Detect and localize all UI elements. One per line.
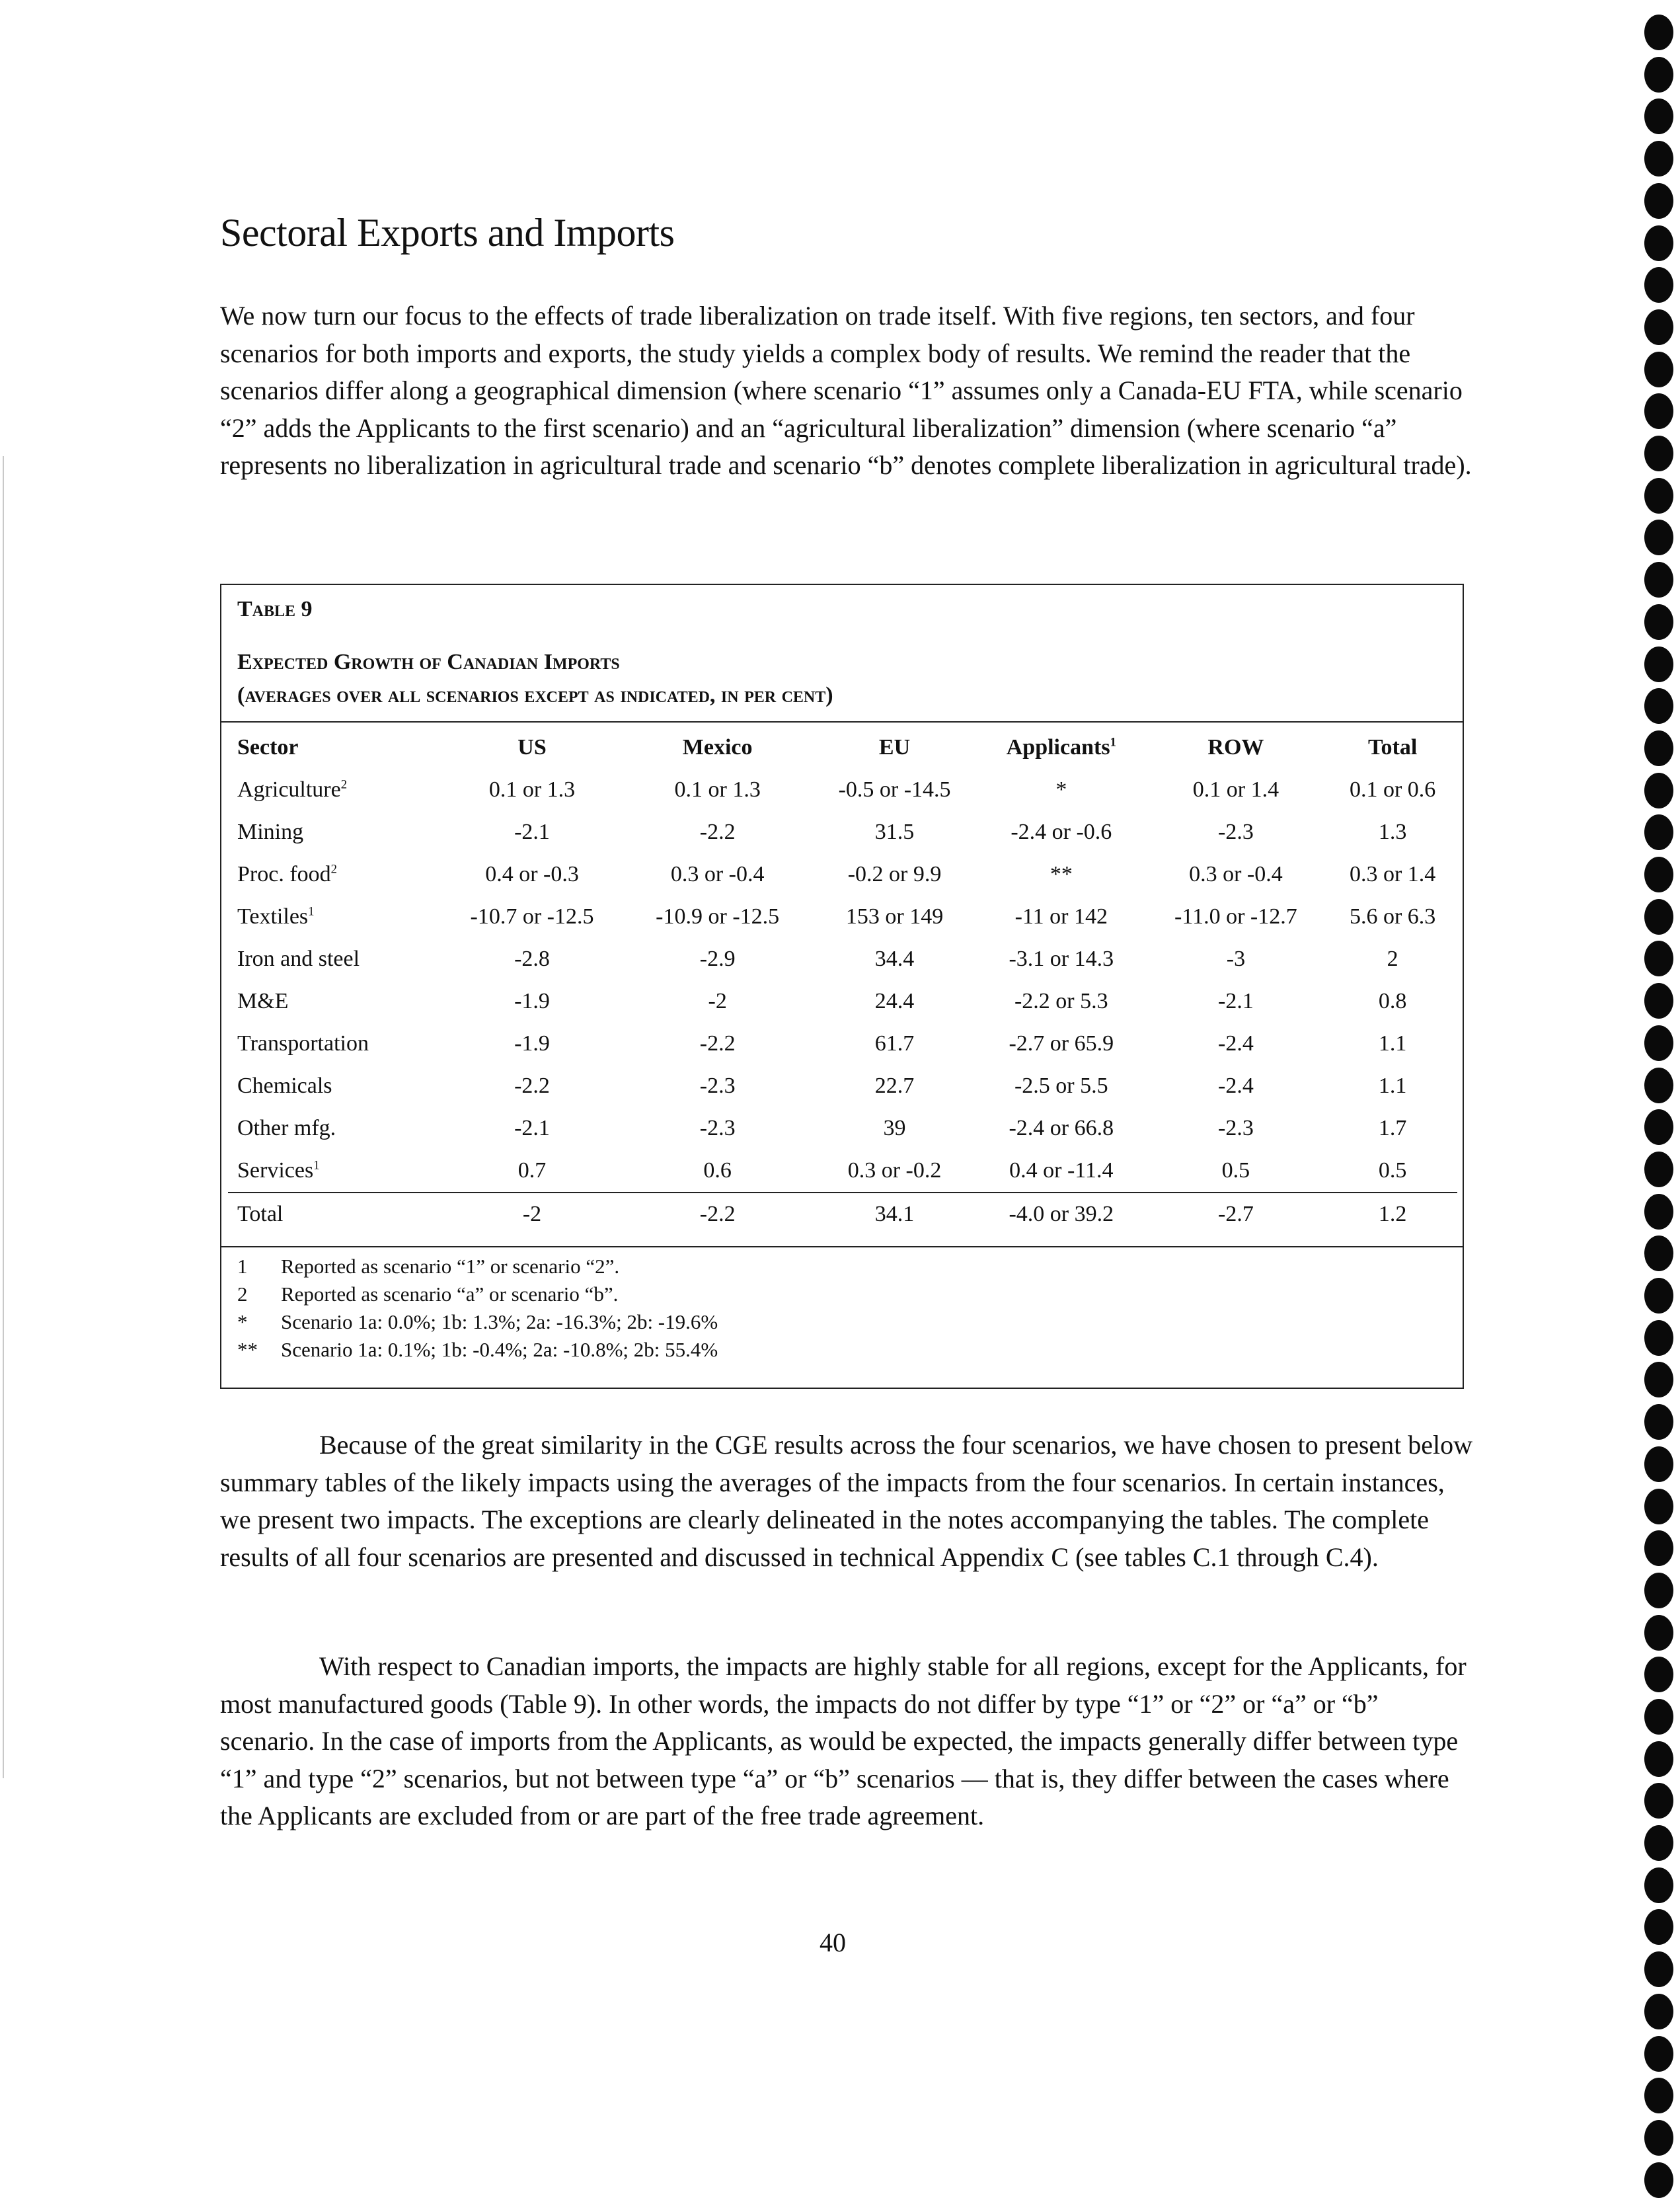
binding-hole [1644, 436, 1673, 471]
value-cell: 0.5 [1378, 1158, 1407, 1183]
value-cell: 1.3 [1378, 820, 1407, 844]
note-text: Scenario 1a: 0.0%; 1b: 1.3%; 2a: -16.3%; 2b: -19.6% [281, 1310, 718, 1333]
intro-paragraph: We now turn our focus to the effects of trade liberalization on trade itself. With five regions, ten sectors, and four scenarios for both imports and exports, the study yields a complex body of results. We remind the reader that the scenarios differ along a geographical dimension (where scenario “1” assumes only a Canada-EU FTA, while scenario “2” adds the Applicants to the first scenario) and an “agricultural liberalization” dimension (where scenario “a” represents no liberalization in agricultural trade and scenario “b” denotes complete liberalization in agricultural trade). [220, 301, 1472, 480]
total-value-cell: -4.0 or 39.2 [979, 1193, 1143, 1236]
binding-hole [1644, 2120, 1673, 2156]
binding-hole [1644, 393, 1673, 429]
table-title: Expected Growth of Canadian Imports [237, 650, 620, 674]
value-cell: -11.0 or -12.7 [1174, 904, 1297, 929]
note-text: Reported as scenario “a” or scenario “b”. [281, 1282, 619, 1306]
binding-hole [1644, 1109, 1673, 1145]
binding-hole [1644, 478, 1673, 514]
binding-hole [1644, 647, 1673, 682]
value-cell: 61.7 [874, 1031, 915, 1056]
value-cell: -0.2 or 9.9 [847, 862, 942, 886]
table-label: Table 9 [237, 597, 313, 621]
value-cell: -2.7 or 65.9 [1009, 1031, 1114, 1056]
value-cell: -0.5 or -14.5 [838, 777, 951, 802]
value-cell: -3 [1226, 947, 1246, 971]
table-note [237, 1308, 718, 1336]
binding-hole [1644, 941, 1673, 976]
binding-hole [1644, 183, 1673, 219]
binding-hole [1644, 562, 1673, 598]
table-row [228, 938, 1457, 980]
value-cell: 0.5 [1221, 1158, 1250, 1183]
note-marker: ** [237, 1338, 258, 1361]
value-cell: -2.2 [699, 820, 736, 844]
binding-hole [1644, 141, 1673, 177]
value-cell: 153 or 149 [845, 904, 944, 929]
sector-cell: Textiles$^1$ [237, 904, 315, 929]
total-value-cell: -2.7 [1144, 1193, 1328, 1236]
value-cell: 1.7 [1378, 1116, 1407, 1140]
value-cell: 0.8 [1378, 989, 1407, 1013]
table-row [228, 769, 1457, 811]
sector-cell: Services$^1$ [237, 1158, 320, 1183]
table-9 [220, 584, 1464, 1389]
value-cell: 34.4 [874, 947, 915, 971]
binding-hole [1644, 98, 1673, 134]
sector-cell: Chemicals [237, 1074, 332, 1098]
total-value-cell: 1.2 [1328, 1193, 1457, 1236]
binding-hole [1644, 1783, 1673, 1819]
binding-hole [1644, 267, 1673, 303]
binding-hole [1644, 1951, 1673, 1987]
table-notes-rule [221, 1246, 1463, 1247]
value-cell: -2.1 [514, 1116, 550, 1140]
binding-hole [1644, 1025, 1673, 1061]
table-row [228, 853, 1457, 896]
imports-growth-table [228, 726, 1457, 1236]
binding-hole [1644, 1362, 1673, 1397]
table-header-row [228, 726, 1457, 769]
value-cell: 22.7 [874, 1074, 915, 1098]
binding-hole [1644, 1657, 1673, 1692]
binding-hole [1644, 1530, 1673, 1566]
sector-cell: Iron and steel [237, 947, 360, 971]
binding-hole [1644, 520, 1673, 555]
value-cell: -2.3 [1218, 820, 1254, 844]
binding-hole [1644, 1194, 1673, 1230]
value-cell: ** [1050, 862, 1073, 886]
value-cell: 24.4 [874, 989, 915, 1013]
table-subtitle: (averages over all scenarios except as indicated, in per cent) [237, 683, 833, 707]
value-cell: -10.7 or -12.5 [470, 904, 594, 929]
value-cell: 0.6 [703, 1158, 732, 1183]
sector-cell: Other mfg. [237, 1116, 336, 1140]
col-applicants: Applicants$^1$ [1006, 735, 1116, 760]
value-cell: -2.4 or -0.6 [1011, 820, 1112, 844]
value-cell: 0.1 or 0.6 [1349, 777, 1436, 802]
col-sector: Sector [237, 735, 299, 760]
binding-hole [1644, 2036, 1673, 2072]
table-row [228, 896, 1457, 938]
col-total: Total [1367, 735, 1418, 760]
table-row [228, 1107, 1457, 1150]
binding-hole [1644, 309, 1673, 345]
binding-hole [1644, 1867, 1673, 1903]
binding-hole [1644, 15, 1673, 50]
binding-hole [1644, 1320, 1673, 1356]
value-cell: 0.4 or -11.4 [1009, 1158, 1114, 1183]
note-marker: * [237, 1310, 248, 1333]
table-notes [237, 1253, 718, 1364]
note-text: Reported as scenario “1” or scenario “2”. [281, 1255, 620, 1278]
binding-hole [1644, 730, 1673, 766]
value-cell: 0.4 or -0.3 [485, 862, 579, 886]
sector-cell: Transportation [237, 1031, 369, 1056]
table-row [228, 1023, 1457, 1065]
value-cell: -2.9 [699, 947, 736, 971]
col-mexico: Mexico [682, 735, 753, 760]
value-cell: 0.1 or 1.3 [674, 777, 761, 802]
value-cell: -3.1 or 14.3 [1009, 947, 1114, 971]
binding-hole [1644, 1489, 1673, 1524]
binding-hole [1644, 1236, 1673, 1271]
value-cell: 0.3 or -0.2 [847, 1158, 942, 1183]
binding-hole [1644, 2078, 1673, 2113]
col-eu: EU [878, 735, 911, 760]
table-row [228, 980, 1457, 1023]
body-paragraph-2: Because of the great similarity in the CGE results across the four scenarios, we have chosen to present below summary tables of the likely impacts using the averages of the impacts from the four scenarios. In certain instances, we present two impacts. The exceptions are clearly delineated in the notes accompanying the tables. The complete results of all four scenarios are presented and discussed in technical Appendix C (see tables C.1 through C.4). [220, 1430, 1473, 1572]
table-row [228, 1065, 1457, 1107]
table-total-row [228, 1193, 1457, 1236]
sector-cell: Mining [237, 820, 304, 844]
binding-hole [1644, 1909, 1673, 1945]
value-cell: -2.3 [1218, 1116, 1254, 1140]
binding-hole [1644, 1068, 1673, 1103]
binding-hole [1644, 899, 1673, 935]
table-row [228, 811, 1457, 853]
value-cell: -1.9 [514, 1031, 550, 1056]
binding-hole [1644, 814, 1673, 850]
binding-hole [1644, 1404, 1673, 1440]
value-cell: -2.1 [1218, 989, 1254, 1013]
binding-hole [1644, 1573, 1673, 1608]
value-cell: 31.5 [874, 820, 915, 844]
value-cell: 0.3 or 1.4 [1349, 862, 1436, 886]
value-cell: 0.3 or -0.4 [670, 862, 765, 886]
value-cell: -2.3 [699, 1074, 736, 1098]
total-value-cell: -2.2 [625, 1193, 810, 1236]
binding-hole [1644, 1825, 1673, 1861]
value-cell: * [1055, 777, 1067, 802]
total-value-cell: 34.1 [810, 1193, 979, 1236]
left-margin-rule [3, 456, 4, 1778]
binding-hole [1644, 1446, 1673, 1482]
section-heading: Sectoral Exports and Imports [220, 211, 675, 255]
note-marker: 2 [237, 1282, 248, 1306]
binding-hole [1644, 857, 1673, 892]
value-cell: -11 or 142 [1014, 904, 1108, 929]
value-cell: -2.1 [514, 820, 550, 844]
binding-hole [1644, 688, 1673, 724]
value-cell: -2.2 or 5.3 [1014, 989, 1108, 1013]
value-cell: 0.1 or 1.3 [488, 777, 576, 802]
value-cell: 1.1 [1378, 1031, 1407, 1056]
binding-hole [1644, 2162, 1673, 2198]
page-number: 40 [820, 1928, 846, 1957]
value-cell: 0.3 or -0.4 [1189, 862, 1283, 886]
binding-hole [1644, 983, 1673, 1019]
col-row: ROW [1207, 735, 1264, 760]
note-text: Scenario 1a: 0.1%; 1b: -0.4%; 2a: -10.8%; 2b: 55.4% [281, 1338, 718, 1361]
table-note [237, 1253, 718, 1280]
sector-cell: M&E [237, 989, 289, 1013]
binding-hole [1644, 604, 1673, 640]
value-cell: -2.8 [514, 947, 550, 971]
binding-hole [1644, 773, 1673, 808]
col-us: US [517, 735, 547, 760]
body-paragraph-3: With respect to Canadian imports, the impacts are highly stable for all regions, except for the Applicants, for most manufactured goods (Table 9). In other words, the impacts do not differ by type “1” or “2” or “a” or “b” scenario. In the case of imports from the Applicants, as would be expected, the impacts generally differ between type “1” and type “2” scenarios, but not between type “a” or “b” scenarios — that is, they differ between the cases where the Applicants are excluded from or are part of the free trade agreement. [220, 1651, 1467, 1830]
binding-hole [1644, 1741, 1673, 1777]
binding-hole [1644, 57, 1673, 93]
binding-hole [1644, 352, 1673, 387]
value-cell: -2.4 [1218, 1031, 1254, 1056]
value-cell: -2.2 [514, 1074, 550, 1098]
binding-hole [1644, 1615, 1673, 1651]
value-cell: 5.6 or 6.3 [1349, 904, 1436, 929]
binding-hole [1644, 225, 1673, 261]
table-note [237, 1280, 718, 1308]
table-row [228, 1150, 1457, 1193]
value-cell: -2.2 [699, 1031, 736, 1056]
total-value-cell: -2 [439, 1193, 625, 1236]
table-note [237, 1336, 718, 1364]
value-cell: 2 [1387, 947, 1398, 971]
value-cell: -2.4 or 66.8 [1009, 1116, 1114, 1140]
value-cell: -2.4 [1218, 1074, 1254, 1098]
value-cell: -2 [708, 989, 727, 1013]
table-header-rule [221, 721, 1463, 723]
value-cell: 0.1 or 1.4 [1192, 777, 1279, 802]
value-cell: -2.3 [699, 1116, 736, 1140]
sector-cell: Agriculture$^2$ [237, 777, 348, 802]
total-label-cell: Total [228, 1193, 439, 1236]
sector-cell: Proc. food$^2$ [237, 862, 337, 886]
note-marker: 1 [237, 1255, 248, 1278]
binding-hole [1644, 1278, 1673, 1314]
value-cell: 1.1 [1378, 1074, 1407, 1098]
value-cell: 0.7 [517, 1158, 547, 1183]
value-cell: -10.9 or -12.5 [656, 904, 780, 929]
value-cell: 39 [883, 1116, 906, 1140]
spiral-binding [1632, 0, 1680, 2198]
binding-hole [1644, 1152, 1673, 1187]
value-cell: -2.5 or 5.5 [1014, 1074, 1108, 1098]
binding-hole [1644, 1994, 1673, 2029]
binding-hole [1644, 1699, 1673, 1735]
value-cell: -1.9 [514, 989, 550, 1013]
